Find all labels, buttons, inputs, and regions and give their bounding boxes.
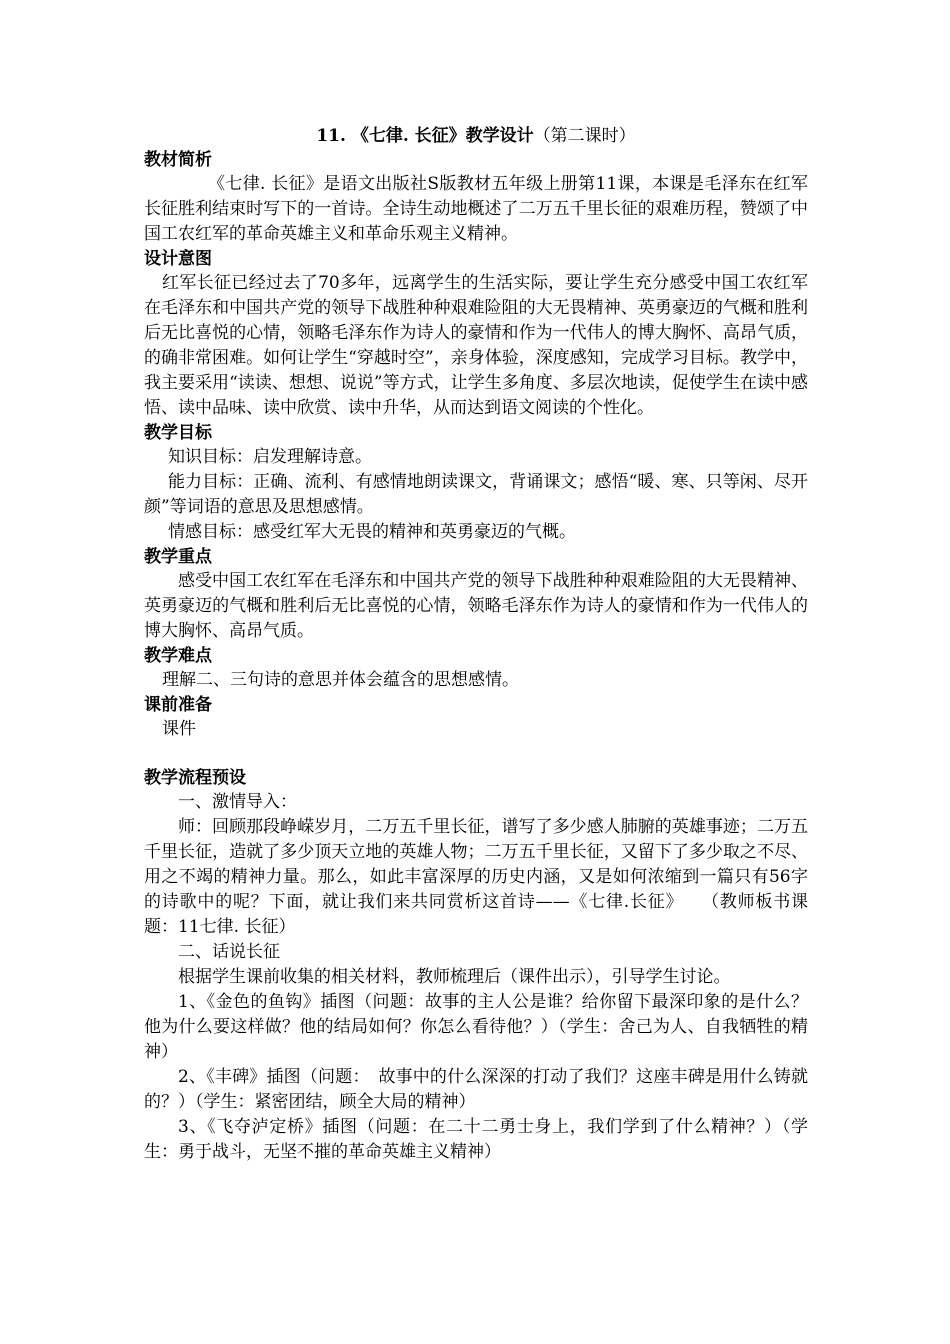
goal-knowledge: 知识目标：启发理解诗意。 (168, 447, 372, 467)
blank-line (144, 742, 808, 766)
difficulty-paragraph: 理解二、三句诗的意思并体会蕴含的思想感情。 (162, 670, 519, 690)
goal-ability: 能力目标：正确、流利、有感情地朗读课文，背诵课文；感悟“暖、寒、只等闲、尽开颜”等词语的意思及思想感情。 (144, 472, 808, 517)
flow-step2-intro: 根据学生课前收集的相关材料，教师梳理后（课件出示），引导学生讨论。 (178, 967, 731, 987)
flow-step2-title: 二、话说长征 (178, 942, 280, 962)
flow-item-3: 3、《飞夺泸定桥》插图（问题：在二十二勇士身上，我们学到了什么精神？）（学生：勇于战斗，无坚不摧的革命英雄主义精神） (144, 1117, 808, 1162)
key-paragraph: 感受中国工农红军在毛泽东和中国共产党的领导下战胜种种艰难险阻的大无畏精神、英勇豪迈的气概和胜利后无比喜悦的心情，领略毛泽东作为诗人的豪情和作为一代伟人的博大胸怀、高昂气质。 (144, 571, 808, 641)
flow-item-2: 2、《丰碑》插图（问题： 故事中的什么深深的打动了我们？这座丰碑是用什么铸就的？）（学生：紧密团结，顾全大局的精神） (144, 1067, 808, 1112)
title-main: 11. 《七律. 长征》教学设计 (316, 126, 534, 146)
flow-item-1: 1、《金色的鱼钩》插图（问题：故事的主人公是谁？给你留下最深印象的是什么？他为什么要这样做？他的结局如何？你怎么看待他？）（学生：舍己为人、自我牺牲的精神） (144, 992, 808, 1062)
heading-prep: 课前准备 (144, 695, 212, 715)
heading-goals: 教学目标 (144, 423, 212, 443)
intent-paragraph: 红军长征已经过去了70多年，远离学生的生活实际，要让学生充分感受中国工农红军在毛泽东和中国共产党的领导下战胜种种艰难险阻的大无畏精神、英勇豪迈的气概和胜利后无比喜悦的心情，领略毛泽东作为诗人的豪情和作为一代伟人的博大胸怀、高昂气质，的确非常困难。如何让学生“穿越时空”，亲身体验，深度感知，完成学习目标。教学中，我主要采用“读读、想想、说说”等方式，让学生多角度、多层次地读，促使学生在读中感悟、读中品味、读中欣赏、读中升华，从而达到语文阅读的个性化。 (144, 273, 808, 418)
heading-difficulty: 教学难点 (144, 646, 212, 666)
document-body (144, 124, 808, 1165)
goal-emotion: 情感目标：感受红军大无畏的精神和英勇豪迈的气概。 (168, 522, 576, 542)
analysis-paragraph: 《七律. 长征》是语文出版社S版教材五年级上册第11课，本课是毛泽东在红军长征胜利结束时写下的一首诗。全诗生动地概述了二万五千里长征的艰难历程，赞颂了中国工农红军的革命英雄主义和革命乐观主义精神。 (144, 174, 808, 244)
document-title (144, 124, 808, 148)
heading-analysis: 教材简析 (144, 150, 212, 170)
heading-intent: 设计意图 (144, 249, 212, 269)
prep-paragraph: 课件 (162, 719, 196, 739)
title-subtitle: （第二课时） (533, 126, 636, 146)
heading-key: 教学重点 (144, 547, 212, 567)
heading-flow: 教学流程预设 (144, 768, 246, 788)
flow-step1-title: 一、激情导入： (178, 792, 297, 812)
flow-step1-text: 师：回顾那段峥嵘岁月，二万五千里长征，谱写了多少感人肺腑的英雄事迹；二万五千里长征，造就了多少顶天立地的英雄人物；二万五千里长征，又留下了多少取之不尽、用之不竭的精神力量。那么，如此丰富深厚的历史内涵，又是如何浓缩到一篇只有56字的诗歌中的呢？下面，就让我们来共同赏析这首诗——《七律.长征》 （教师板书课题：11七律. 长征） (144, 817, 808, 937)
